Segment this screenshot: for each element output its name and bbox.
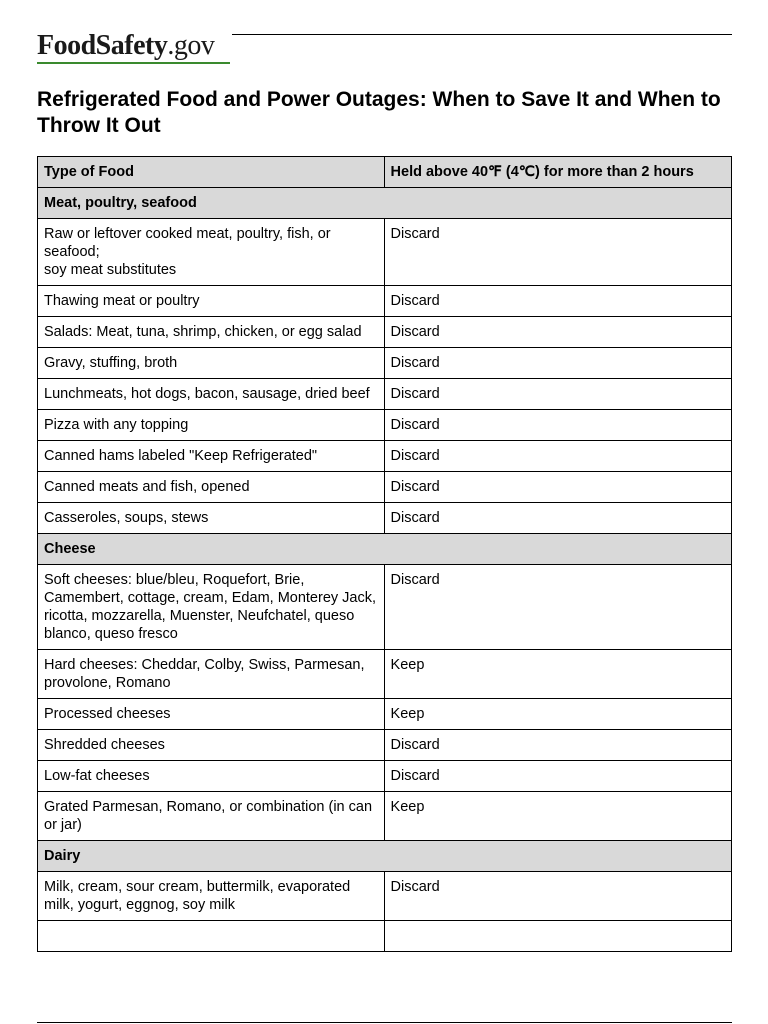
food-cell: Lunchmeats, hot dogs, bacon, sausage, dried beef — [38, 379, 385, 410]
table-row — [38, 650, 732, 699]
table-row — [38, 472, 732, 503]
action-cell: Discard — [384, 441, 731, 472]
category-label: Cheese — [38, 534, 732, 565]
food-cell: Raw or leftover cooked meat, poultry, fish, or seafood; soy meat substitutes — [38, 219, 385, 286]
action-cell: Discard — [384, 317, 731, 348]
table-row — [38, 503, 732, 534]
food-cell: Salads: Meat, tuna, shrimp, chicken, or egg salad — [38, 317, 385, 348]
table-header-row — [38, 157, 732, 188]
food-cell: Canned hams labeled "Keep Refrigerated" — [38, 441, 385, 472]
food-cell: Thawing meat or poultry — [38, 286, 385, 317]
action-cell: Keep — [384, 650, 731, 699]
food-cell — [38, 921, 385, 952]
action-cell: Discard — [384, 872, 731, 921]
action-cell: Discard — [384, 472, 731, 503]
food-cell: Canned meats and fish, opened — [38, 472, 385, 503]
page-cutoff — [0, 956, 768, 1024]
table-row — [38, 441, 732, 472]
header-held-above: Held above 40℉ (4℃) for more than 2 hours — [384, 157, 731, 188]
action-cell: Discard — [384, 348, 731, 379]
food-table — [37, 156, 732, 952]
food-cell: Shredded cheeses — [38, 730, 385, 761]
category-label: Dairy — [38, 841, 732, 872]
food-cell: Milk, cream, sour cream, buttermilk, evaporated milk, yogurt, eggnog, soy milk — [38, 872, 385, 921]
category-label: Meat, poultry, seafood — [38, 188, 732, 219]
category-row — [38, 188, 732, 219]
foodsafety-logo[interactable] — [37, 30, 214, 62]
action-cell — [384, 921, 731, 952]
category-row — [38, 534, 732, 565]
table-row — [38, 792, 732, 841]
table-row — [38, 872, 732, 921]
logo-brand-bold: FoodSafety — [37, 30, 168, 61]
footer-rule — [37, 1022, 732, 1023]
food-cell: Soft cheeses: blue/bleu, Roquefort, Brie, Camembert, cottage, cream, Edam, Monterey Jack, ricotta, mozzarella, Muenster, Neufchatel, queso blanco, queso fresco — [38, 565, 385, 650]
logo-brand-domain: .gov — [167, 30, 215, 61]
action-cell: Discard — [384, 565, 731, 650]
category-row — [38, 841, 732, 872]
table-row — [38, 317, 732, 348]
action-cell: Discard — [384, 410, 731, 441]
table-row — [38, 219, 732, 286]
table-row — [38, 286, 732, 317]
table-row — [38, 730, 732, 761]
food-cell: Low-fat cheeses — [38, 761, 385, 792]
action-cell: Discard — [384, 219, 731, 286]
table-row — [38, 699, 732, 730]
header-type-of-food: Type of Food — [38, 157, 385, 188]
table-row — [38, 379, 732, 410]
food-cell: Processed cheeses — [38, 699, 385, 730]
table-row — [38, 410, 732, 441]
table-row — [38, 761, 732, 792]
food-cell: Pizza with any topping — [38, 410, 385, 441]
table-row — [38, 348, 732, 379]
page-title: Refrigerated Food and Power Outages: When to Save It and When to Throw It Out — [37, 88, 721, 137]
action-cell: Keep — [384, 699, 731, 730]
action-cell: Discard — [384, 286, 731, 317]
action-cell: Discard — [384, 730, 731, 761]
action-cell: Discard — [384, 379, 731, 410]
logo-underline — [37, 62, 230, 64]
action-cell: Discard — [384, 761, 731, 792]
header-rule — [232, 34, 732, 35]
food-cell: Gravy, stuffing, broth — [38, 348, 385, 379]
food-table-body — [38, 188, 732, 952]
table-row — [38, 565, 732, 650]
table-row — [38, 921, 732, 952]
food-cell: Hard cheeses: Cheddar, Colby, Swiss, Parmesan, provolone, Romano — [38, 650, 385, 699]
food-cell: Grated Parmesan, Romano, or combination (in can or jar) — [38, 792, 385, 841]
action-cell: Keep — [384, 792, 731, 841]
food-cell: Casseroles, soups, stews — [38, 503, 385, 534]
action-cell: Discard — [384, 503, 731, 534]
